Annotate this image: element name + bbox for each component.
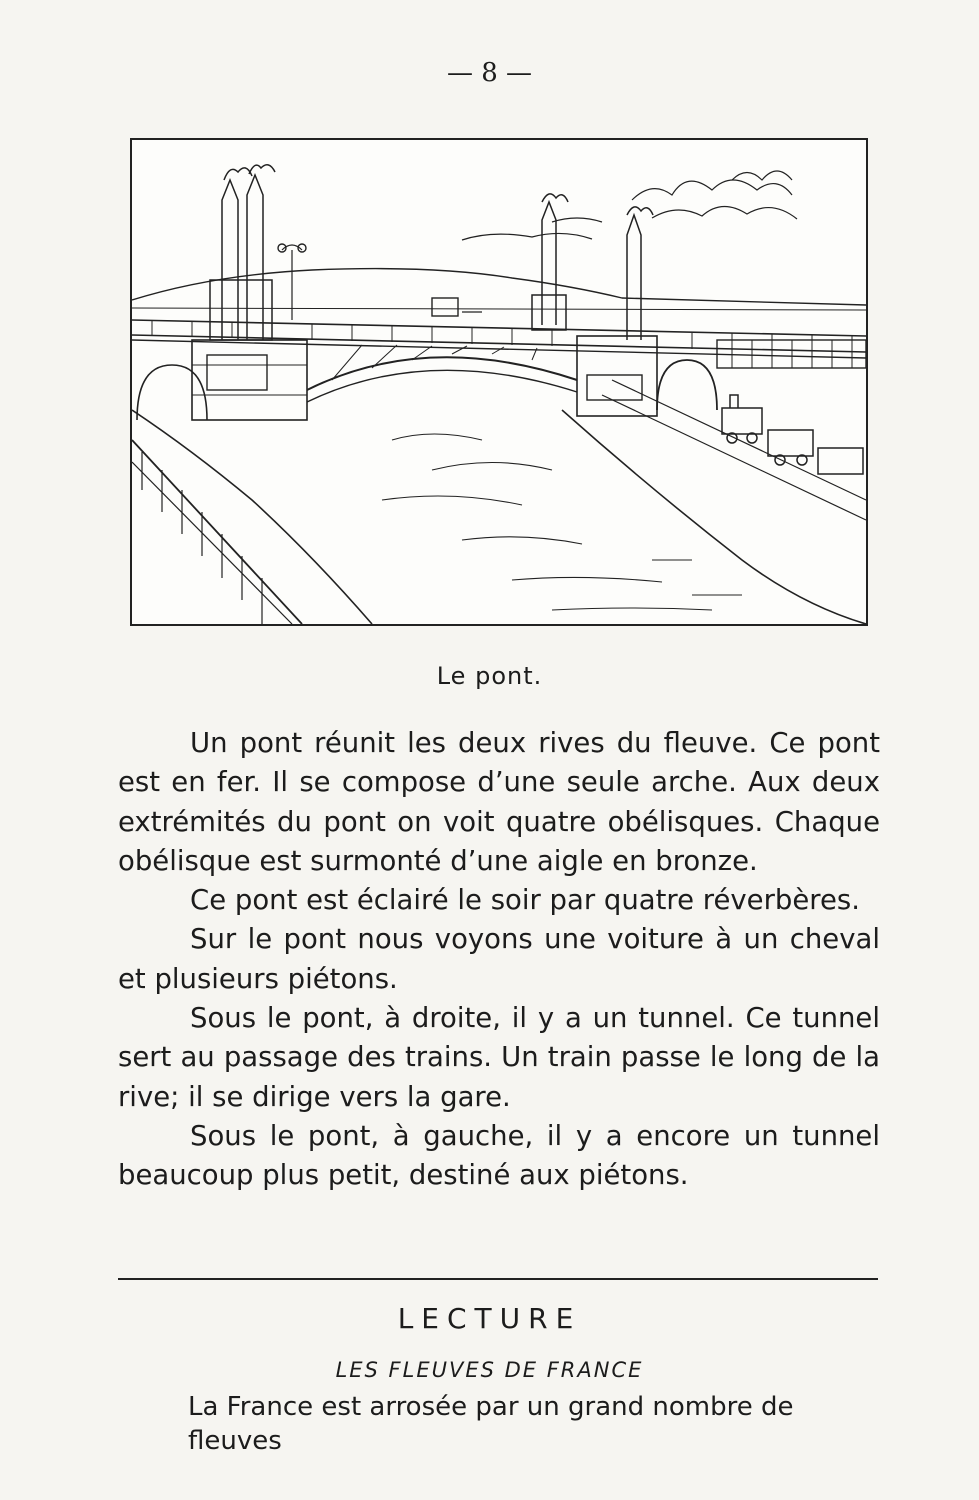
horizon-line — [132, 269, 866, 305]
right-pier — [577, 336, 657, 416]
section-divider — [118, 1278, 878, 1280]
railway-tunnel — [657, 360, 717, 410]
figure-caption: Le pont. — [436, 662, 543, 690]
page-number: — 8 — — [446, 58, 533, 88]
paragraph-bridge-description: Un pont réunit les deux rives du fleuve. Ce pont est en fer. Il se compose d’une seule arche. Aux deux extrémités du pont on voit quatre obélisques. Chaque obélisque est surmonté d’une aigle en bronze. — [118, 727, 880, 877]
pedestrian-tunnel — [137, 365, 207, 420]
lecture-heading: LECTURE — [397, 1302, 582, 1335]
right-obelisks — [532, 194, 653, 340]
paragraph-lamps: Ce pont est éclairé le soir par quatre réverbères. — [190, 884, 860, 917]
body-text — [118, 724, 880, 1196]
lecture-text: La France est arrosée par un grand nombre de fleuves — [188, 1392, 794, 1456]
left-bank — [132, 410, 372, 624]
left-obelisks — [210, 165, 275, 340]
left-pier — [192, 340, 307, 420]
river-ripples — [382, 434, 742, 610]
paragraph-left-tunnel: Sous le pont, à gauche, il y a encore un tunnel beaucoup plus petit, destiné aux piétons. — [118, 1119, 880, 1192]
lecture-subtitle: LES FLEUVES DE FRANCE — [335, 1358, 644, 1382]
paragraph-carriage: Sur le pont nous voyons une voiture à un cheval et plusieurs piétons. — [118, 923, 880, 995]
bridge-deck — [132, 320, 866, 358]
bridge-illustration — [130, 138, 868, 626]
paragraph-right-tunnel: Sous le pont, à droite, il y a un tunnel. Ce tunnel sert au passage des trains. Un train passe le long de la rive; il se dirige vers la gare. — [118, 1002, 880, 1113]
carriage — [432, 298, 458, 316]
right-bank — [562, 410, 866, 624]
